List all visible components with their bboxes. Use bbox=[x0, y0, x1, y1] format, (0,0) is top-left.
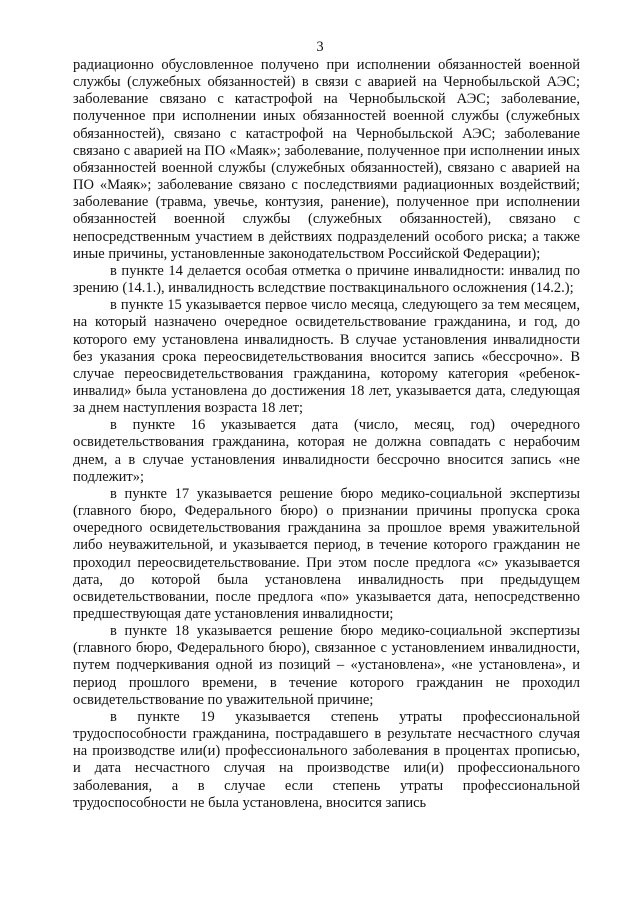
document-body bbox=[73, 57, 580, 812]
paragraph-item-14: в пункте 14 делается особая отметка о причине инвалидности: инвалид по зрению (14.1.), инвалидность вследствие поствакцинального осложнения (14.2.); bbox=[73, 262, 580, 297]
paragraph-item-15: в пункте 15 указывается первое число месяца, следующего за тем месяцем, на который назначено очередное освидетельствование гражданина, и год, до которого ему установлена инвалидность. В случае установления инвалидности без указания срока переосвидетельствования вносится запись «бессрочно». В случае переосвидетельствования гражданина, которому категория «ребенок-инвалид» была установлена до достижения 18 лет, указывается дата, следующая за днем наступления возраста 18 лет; bbox=[73, 297, 580, 417]
paragraph-item-18: в пункте 18 указывается решение бюро медико-социальной экспертизы (главного бюро, Федерального бюро), связанное с установлением инвалидности, путем подчеркивания одной из позиций – «установлена», «не установлена», и период прошлого времени, в течение которого гражданин не проходил освидетельствование по уважительной причине; bbox=[73, 623, 580, 708]
paragraph-item-19: в пункте 19 указывается степень утраты профессиональной трудоспособности гражданина, пострадавшего в результате несчастного случая на производстве или(и) профессионального заболевания в процентах прописью, и дата несчастного случая на производстве или(и) профессионального заболевания, а в случае если степень утраты профессиональной трудоспособности не была установлена, вносится запись bbox=[73, 708, 580, 811]
paragraph-radiation-causes: радиационно обусловленное получено при исполнении обязанностей военной службы (служебных обязанностей) в связи с аварией на Чернобыльской АЭС; заболевание связано с катастрофой на Чернобыльской АЭС; заболевание, полученное при исполнении иных обязанностей военной службы (служебных обязанностей), связано с катастрофой на Чернобыльской АЭС; заболевание связано с аварией на ПО «Маяк»; заболевание, полученное при исполнении иных обязанностей военной службы (служебных обязанностей), связано с аварией на ПО «Маяк»; заболевание связано с последствиями радиационных воздействий; заболевание (травма, увечье, контузия, ранение), полученное при исполнении обязанностей военной службы (служебных обязанностей), связано с непосредственным участием в действиях подразделений особого риска; а также иные причины, установленные законодательством Российской Федерации); bbox=[73, 57, 580, 262]
paragraph-item-17: в пункте 17 указывается решение бюро медико-социальной экспертизы (главного бюро, Федерального бюро) о признании причины пропуска срока очередного освидетельствования гражданина за прошлое время уважительной либо неуважительной, и указывается период, в течение которого гражданин не проходил переосвидетельствование. При этом после предлога «с» указывается дата, до которой была установлена инвалидность при предыдущем освидетельствовании, после предлога «по» указывается дата, непосредственно предшествующая дате установления инвалидности; bbox=[73, 485, 580, 622]
page-number: 3 bbox=[316, 39, 324, 55]
paragraph-item-16: в пункте 16 указывается дата (число, месяц, год) очередного освидетельствования гражданина, которая не должна совпадать с нерабочим днем, а в случае установления инвалидности бессрочно вносится запись «не подлежит»; bbox=[73, 417, 580, 485]
